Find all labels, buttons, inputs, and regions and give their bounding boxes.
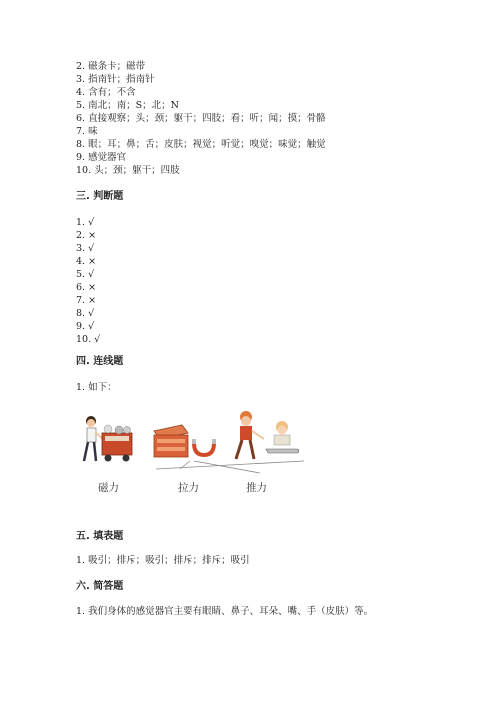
label-magnetic-force: 磁力 [98,482,119,494]
label-pushing-force: 推力 [246,482,267,494]
answer-line-6: 6. 直接观察；头；颈；躯干；四肢；看；听；闻；摸；骨骼 [76,113,326,124]
answer-line-10: 10. 头；颈；躯干；四肢 [76,165,180,176]
section-four-heading: 四. 连线题 [76,356,124,367]
judge-answer-9: 9. √ [76,321,95,332]
judge-answer-4: 4. × [76,256,97,267]
box-and-magnet-image [154,425,216,457]
section-three-heading: 三. 判断题 [76,191,124,202]
judge-answer-5: 5. √ [76,269,95,280]
table-answer: 1. 吸引；排斥；吸引；排斥；排斥；吸引 [76,555,250,566]
short-answer: 1. 我们身体的感觉器官主要有眼睛、鼻子、耳朵、嘴、手（皮肤）等。 [76,606,374,617]
judge-answer-7: 7. × [76,295,97,306]
judge-answer-3: 3. √ [76,243,95,254]
answer-line-9: 9. 感觉器官 [76,152,127,163]
answer-line-5: 5. 南北；南；S；北；N [76,100,179,111]
answer-line-3: 3. 指南针；指南针 [76,74,155,85]
answer-line-8: 8. 眼；耳；鼻；舌；皮肤；视觉；听觉；嗅觉；味觉；触觉 [76,139,326,150]
answer-line-2: 2. 磁条卡；磁带 [76,61,146,72]
judge-answer-10: 10. √ [76,334,101,345]
judge-answer-8: 8. √ [76,308,95,319]
judge-answer-6: 6. × [76,282,97,293]
kids-sledding-image [236,411,299,459]
matching-intro: 1. 如下： [76,382,117,393]
label-pulling-force: 拉力 [178,482,199,494]
answer-line-7: 7. 味 [76,126,98,137]
judge-answer-1: 1. √ [76,217,95,228]
matching-figure [74,403,314,503]
answer-line-4: 4. 含有；不含 [76,87,136,98]
judge-answer-2: 2. × [76,230,97,241]
section-six-heading: 六. 简答题 [76,581,124,592]
boy-pulling-cart-image [84,416,132,462]
section-five-heading: 五. 填表题 [76,531,124,542]
connect-line-3 [194,461,260,473]
